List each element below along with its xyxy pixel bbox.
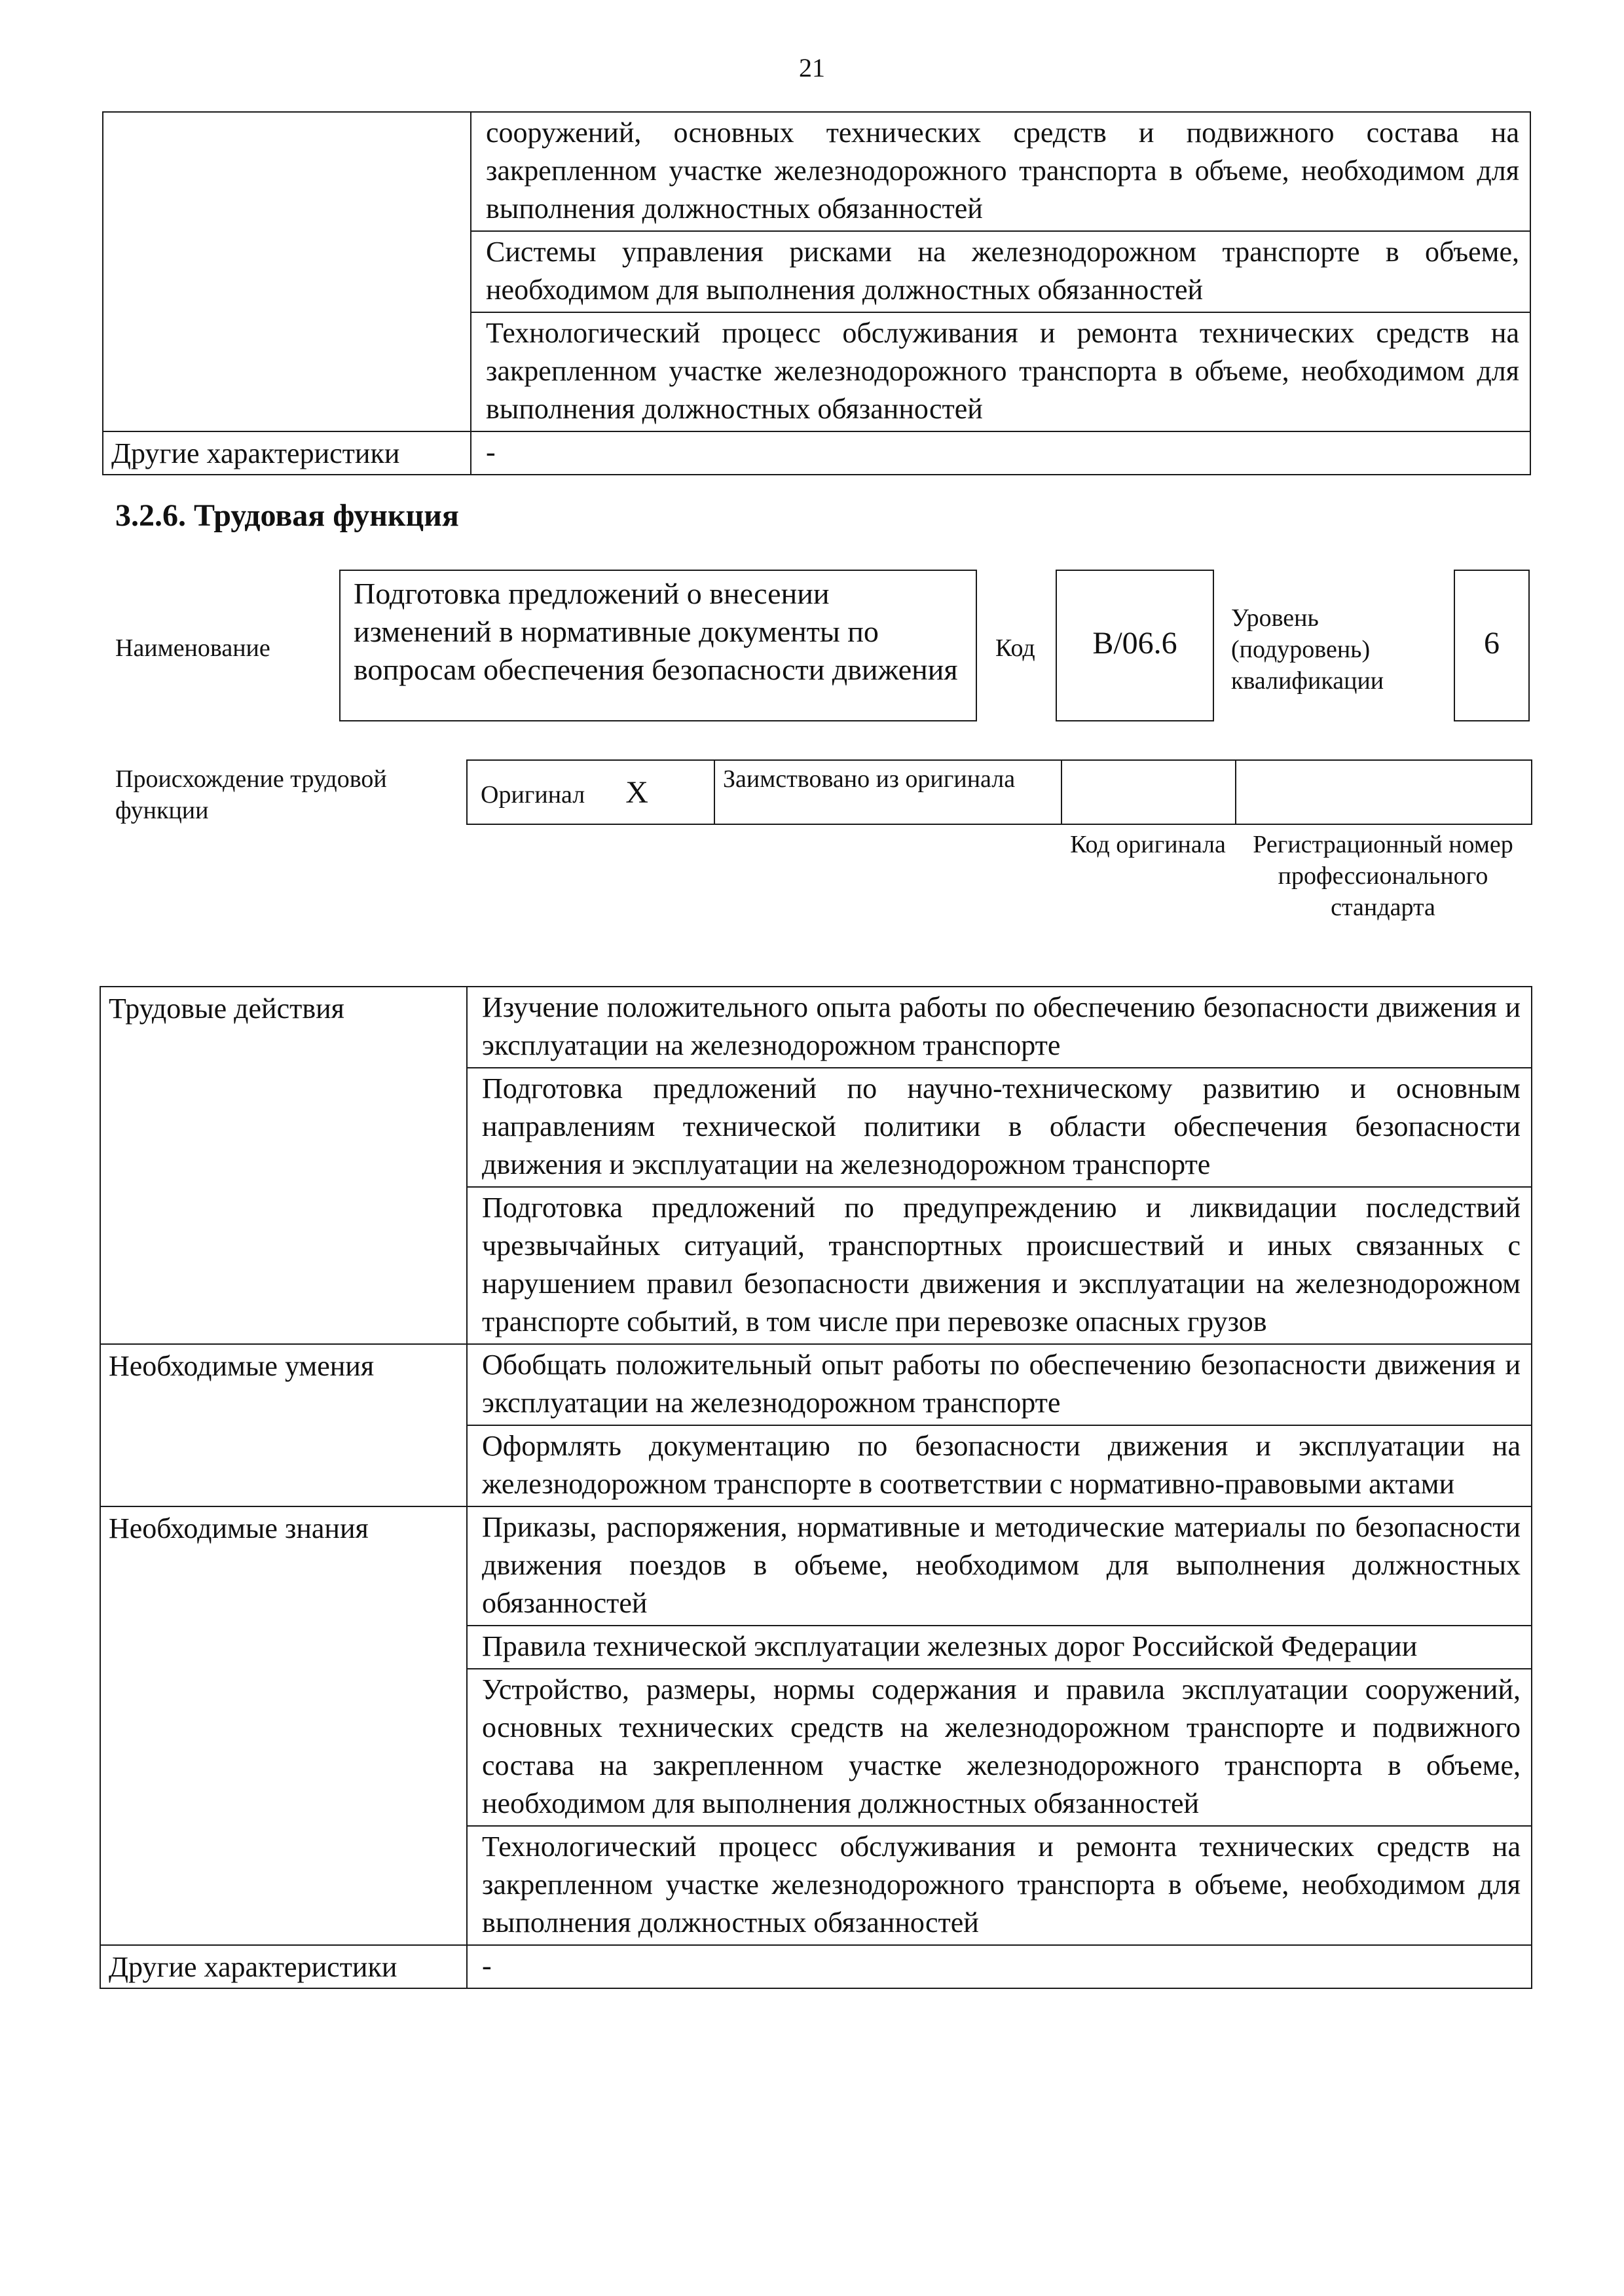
function-name-value: Подготовка предложений о внесении изменений в нормативные документы по вопросам обеспечения безопасности движения: [354, 577, 958, 686]
top-requirements-table: [102, 111, 1531, 475]
table-row: [103, 112, 1530, 231]
page-number: 21: [799, 53, 825, 82]
code-caption: Код оригинала: [1070, 831, 1226, 858]
code-box: [1056, 570, 1214, 721]
list-item: Изучение положительного опыта работы по обеспечению безопасности движения и эксплуатации на железнодорожном транспорте: [467, 987, 1532, 1068]
list-item: Правила технической эксплуатации железных дорог Российской Федерации: [467, 1626, 1532, 1669]
group-label-knowledge: Необходимые знания: [100, 1506, 467, 1626]
level-label: Уровень (подуровень) квалификации: [1231, 604, 1384, 695]
original-mark: X: [625, 774, 648, 810]
main-function-table: [100, 986, 1532, 1989]
table-row: [100, 1669, 1532, 1826]
level-value: 6: [1484, 626, 1500, 661]
list-item: Устройство, размеры, нормы содержания и правила эксплуатации сооружений, основных технических средств на железнодорожном транспорте и подвижного состава на закрепленном участке железнодорожного транспорта в объеме, необходимом для выполнения должностных обязанностей: [467, 1669, 1532, 1826]
group-label-spacer: [100, 1669, 467, 1826]
group-label-spacer: [100, 1626, 467, 1669]
list-item: Подготовка предложений по предупреждению и ликвидации последствий чрезвычайных ситуаций, транспортных происшествий и иных связанных с нарушением правил безопасности движения и эксплуатации на железнодорожном транспорте событий, в том числе при перевозке опасных грузов: [467, 1187, 1532, 1344]
group-label-skills: Необходимые умения: [100, 1344, 467, 1425]
row-label: [103, 112, 471, 231]
function-name-box: [339, 570, 977, 721]
list-item: Приказы, распоряжения, нормативные и методические материалы по безопасности движения поездов в объеме, необходимом для выполнения должностных обязанностей: [467, 1506, 1532, 1626]
table-row: [100, 1626, 1532, 1669]
table-row: [103, 431, 1530, 475]
list-item: Технологический процесс обслуживания и ремонта технических средств на закрепленном участке железнодорожного транспорта в объеме, необходимом для выполнения должностных обязанностей: [467, 1826, 1532, 1945]
origin-table: [466, 759, 1532, 825]
table-row: [100, 1344, 1532, 1425]
list-item: Оформлять документацию по безопасности движения и эксплуатации на железнодорожном транспорте в соответствии с нормативно-правовыми актами: [467, 1425, 1532, 1506]
table-row: [103, 312, 1530, 431]
registration-caption: Регистрационный номер профессионального стандарта: [1253, 831, 1513, 921]
section-heading: 3.2.6. Трудовая функция: [115, 498, 459, 533]
name-label: Наименование: [115, 634, 270, 662]
table-row: [100, 1506, 1532, 1626]
registration-number-cell: [1236, 760, 1532, 824]
group-label-spacer: [100, 1187, 467, 1344]
row-text: Системы управления рисками на железнодорожном транспорте в объеме, необходимом для выполнения должностных обязанностей: [471, 231, 1530, 312]
other-characteristics-label: Другие характеристики: [100, 1945, 467, 1988]
group-label-actions: Трудовые действия: [100, 987, 467, 1068]
table-row: [100, 1945, 1532, 1988]
table-row: [100, 1068, 1532, 1187]
borrowed-label: Заимствовано из оригинала: [714, 760, 1061, 824]
level-box: [1454, 570, 1530, 721]
row-label: [103, 231, 471, 312]
other-characteristics-value: -: [471, 431, 1530, 475]
table-row: [100, 1826, 1532, 1945]
code-value: B/06.6: [1092, 626, 1177, 661]
original-cell: [467, 760, 714, 824]
original-label: Оригинал: [481, 780, 585, 809]
table-row: [103, 231, 1530, 312]
row-text: Технологический процесс обслуживания и ремонта технических средств на закрепленном участке железнодорожного транспорта в объеме, необходимом для выполнения должностных обязанностей: [471, 312, 1530, 431]
list-item: Обобщать положительный опыт работы по обеспечению безопасности движения и эксплуатации на железнодорожном транспорте: [467, 1344, 1532, 1425]
origin-label: Происхождение трудовой функции: [115, 765, 387, 824]
other-characteristics-label: Другие характеристики: [103, 431, 471, 475]
code-label: Код: [995, 634, 1035, 662]
row-label: [103, 312, 471, 431]
table-row: [100, 987, 1532, 1068]
group-label-spacer: [100, 1425, 467, 1506]
group-label-spacer: [100, 1826, 467, 1945]
table-row: [100, 1187, 1532, 1344]
table-row: [100, 1425, 1532, 1506]
original-code-cell: [1061, 760, 1236, 824]
list-item: Подготовка предложений по научно-техническому развитию и основным направлениям технической политики в области обеспечения безопасности движения и эксплуатации на железнодорожном транспорте: [467, 1068, 1532, 1187]
row-text: сооружений, основных технических средств и подвижного состава на закрепленном участке железнодорожного транспорта в объеме, необходимом для выполнения должностных обязанностей: [471, 112, 1530, 231]
other-characteristics-value: -: [467, 1945, 1532, 1988]
group-label-spacer: [100, 1068, 467, 1187]
